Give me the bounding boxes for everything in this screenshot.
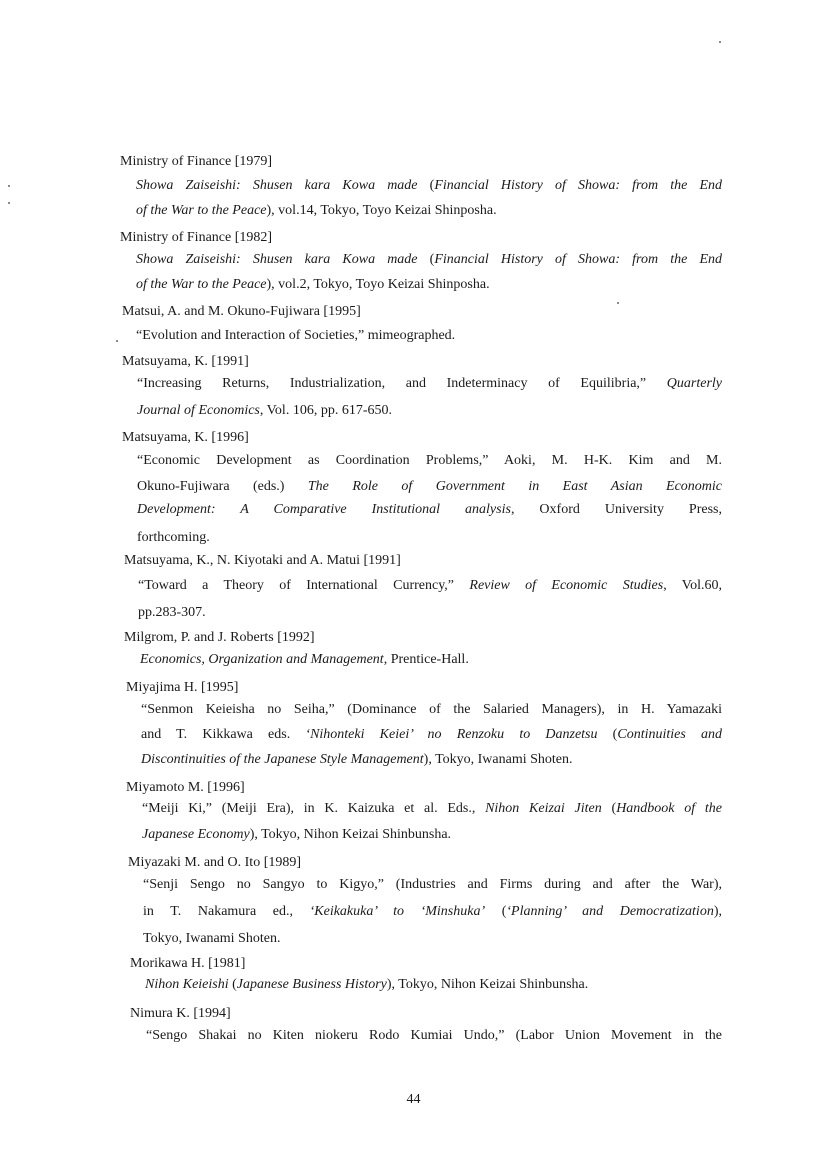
reference-line [141,701,722,719]
reference-text: ), Tokyo, Nihon Keizai Shinbunsha. [249,827,452,842]
reference-title-text: Nihon Keieishi [145,977,229,992]
reference-line [138,604,206,622]
reference-line [143,876,722,894]
reference-text: “Senji Sengo no Sangyo to Kigyo,” (Industries and Firms during and after the War), [143,877,722,892]
scan-speck [719,41,721,43]
reference-line [136,202,497,220]
reference-line [143,930,280,948]
reference-text: ), vol.2, Tokyo, Toyo Keizai Shinposha. [266,277,490,292]
reference-title-text: ‘Planning’ and Democratization [506,904,714,919]
reference-text: “Increasing Returns, Industrialization, and Indeterminacy of Equilibria,” [137,376,667,391]
reference-line [136,251,722,269]
reference-title-text: Financial History of Showa: from the End [434,178,722,193]
reference-text: pp.283-307. [138,605,206,620]
reference-title-text: Economics, Organization and Management [140,652,384,667]
reference-author: Matsui, A. and M. Okuno-Fujiwara [1995] [122,304,361,319]
reference-title-text: Nihon Keizai Jiten [485,801,602,816]
reference-title-text: Development: A Comparative Institutional analysis [137,502,511,517]
reference-title-text: The Role of Government in East Asian Economic [307,479,723,494]
reference-title-text: Showa Zaiseishi: Shusen kara Kowa made [136,178,418,193]
reference-line [136,177,722,195]
scan-speck [617,302,619,304]
page-number: 44 [406,1092,421,1107]
scan-speck [116,340,118,342]
reference-author: Ministry of Finance [1982] [120,230,273,245]
reference-line [136,327,455,345]
reference-text: “Toward a Theory of International Currency,” [138,578,470,593]
reference-text: “Sengo Shakai no Kiten niokeru Rodo Kumiai Undo,” (Labor Union Movement in the [146,1028,722,1043]
reference-text: in T. Nakamura ed., [143,904,310,919]
reference-text: ( [228,977,237,992]
reference-line [143,903,722,921]
reference-title-text: ‘Nihonteki Keiei’ no Renzoku to Danzetsu [305,727,598,742]
reference-title-text: Quarterly [666,376,722,391]
reference-title-text: Handbook of the [616,801,722,816]
reference-text: , Oxford University Press, [510,502,722,517]
reference-author: Morikawa H. [1981] [130,956,246,971]
reference-text: ), Tokyo, Iwanami Shoten. [423,752,573,767]
reference-text: “Evolution and Interaction of Societies,” mimeographed. [136,328,456,343]
reference-line [140,651,469,669]
reference-text: ( [597,727,618,742]
reference-title-text: Japanese Economy [142,827,250,842]
reference-text: ), vol.14, Tokyo, Toyo Keizai Shinposha. [266,203,497,218]
reference-line [142,826,451,844]
reference-text: Okuno-Fujiwara (eds.) [137,479,308,494]
reference-text: , Prentice-Hall. [383,652,469,667]
reference-author: Ministry of Finance [1979] [120,154,273,169]
reference-author: Miyamoto M. [1996] [126,780,245,795]
reference-text: , Vol.60, [663,578,723,593]
reference-text: ), Tokyo, Nihon Keizai Shinbunsha. [386,977,589,992]
reference-text: ( [417,252,435,267]
reference-line [137,452,722,470]
reference-author: Matsuyama, K., N. Kiyotaki and A. Matui [1991] [124,553,401,568]
reference-text: ( [601,801,617,816]
reference-text: Tokyo, Iwanami Shoten. [143,931,281,946]
reference-author: Matsuyama, K. [1991] [122,354,249,369]
reference-title-text: Japanese Business History [236,977,387,992]
reference-line [141,726,722,744]
reference-title-text: Continuities and [617,727,722,742]
reference-author: Miyazaki M. and O. Ito [1989] [128,855,302,870]
reference-author: Miyajima H. [1995] [126,680,239,695]
reference-author: Nimura K. [1994] [130,1006,231,1021]
reference-line [146,1027,722,1045]
reference-text: ( [417,178,435,193]
scan-speck [8,185,10,187]
reference-title-text: Showa Zaiseishi: Shusen kara Kowa made [136,252,418,267]
reference-line [136,276,490,294]
reference-text: ( [485,904,507,919]
reference-title-text: of the War to the Peace [136,203,267,218]
reference-line [142,800,722,818]
reference-text: ), [713,904,722,919]
reference-text: , Vol. 106, pp. 617-650. [259,403,392,418]
reference-title-text: Review of Economic Studies [469,578,664,593]
reference-title-text: ‘Keikakuka’ to ‘Minshuka’ [309,904,486,919]
reference-author: Matsuyama, K. [1996] [122,430,249,445]
reference-line [137,529,210,547]
reference-text: “Meiji Ki,” (Meiji Era), in K. Kaizuka et al. Eds., [142,801,486,816]
reference-line [137,501,722,519]
reference-line [141,751,573,769]
reference-title-text: Financial History of Showa: from the End [434,252,722,267]
reference-author: Milgrom, P. and J. Roberts [1992] [124,630,315,645]
scan-speck [8,202,10,204]
reference-line [137,402,392,420]
reference-line [137,478,722,496]
reference-text: forthcoming. [137,530,210,545]
reference-title-text: Discontinuities of the Japanese Style Management [141,752,424,767]
reference-text: “Economic Development as Coordination Problems,” Aoki, M. H-K. Kim and M. [137,453,722,468]
reference-title-text: of the War to the Peace [136,277,267,292]
reference-line [138,577,722,595]
reference-line [137,375,722,393]
reference-line [145,976,588,994]
reference-title-text: Journal of Economics [137,403,260,418]
reference-text: “Senmon Keieisha no Seiha,” (Dominance of the Salaried Managers), in H. Yamazaki [141,702,722,717]
reference-text: and T. Kikkawa eds. [141,727,306,742]
